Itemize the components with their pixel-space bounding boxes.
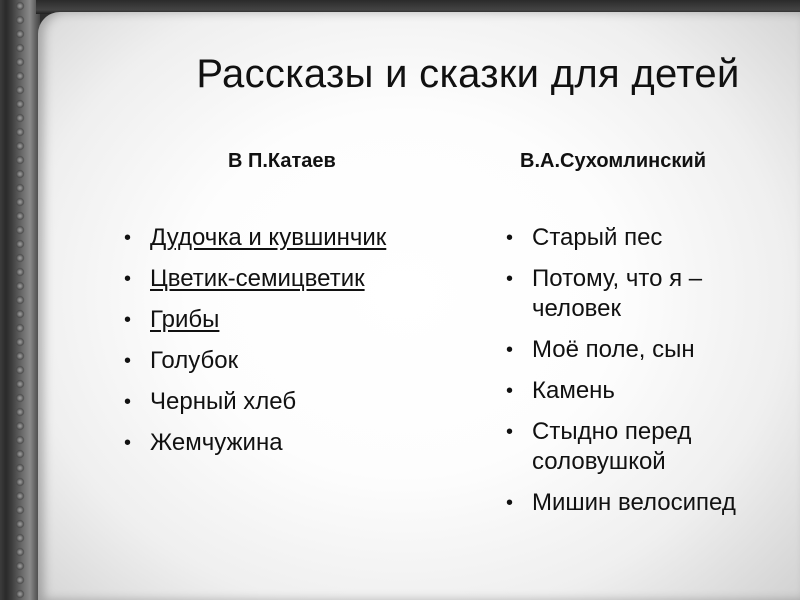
right-column-heading: В.А.Сухомлинский xyxy=(520,150,706,172)
list-item xyxy=(506,417,800,477)
bullet-icon: • xyxy=(506,339,514,361)
list-item xyxy=(506,223,800,253)
story-title: Моё поле, сын xyxy=(532,336,695,363)
list-item xyxy=(124,428,464,458)
list-item xyxy=(506,488,800,518)
bullet-icon: • xyxy=(506,227,514,249)
list-item[interactable] xyxy=(124,223,464,253)
bullet-icon: • xyxy=(124,350,132,372)
story-title-line1: Потому, что я – xyxy=(532,265,703,292)
list-item xyxy=(506,264,800,324)
story-link[interactable]: Дудочка и кувшинчик xyxy=(150,224,387,251)
story-title-line2: человек xyxy=(532,295,622,322)
bullet-icon: • xyxy=(506,380,514,402)
bullet-icon: • xyxy=(506,492,514,514)
story-title-line2: соловушкой xyxy=(532,448,666,475)
decorative-rivets xyxy=(14,0,26,600)
list-item[interactable] xyxy=(124,264,464,294)
story-link[interactable]: Грибы xyxy=(150,306,220,333)
story-title: Черный хлеб xyxy=(150,388,297,415)
story-link[interactable]: Цветик-семицветик xyxy=(150,265,365,292)
bullet-icon: • xyxy=(124,309,132,331)
story-title: Жемчужина xyxy=(150,429,283,456)
story-title: Мишин велосипед xyxy=(532,489,736,516)
story-title: Голубок xyxy=(150,347,239,374)
list-item xyxy=(124,387,464,417)
bullet-icon: • xyxy=(124,268,132,290)
bullet-icon: • xyxy=(506,268,514,290)
list-item xyxy=(506,376,800,406)
list-item[interactable] xyxy=(124,305,464,335)
slide-panel xyxy=(38,12,800,600)
bullet-icon: • xyxy=(124,391,132,413)
bullet-icon: • xyxy=(124,432,132,454)
left-story-list xyxy=(124,223,464,469)
story-title: Камень xyxy=(532,377,615,404)
list-item xyxy=(124,346,464,376)
bullet-icon: • xyxy=(124,227,132,249)
slide-title: Рассказы и сказки для детей xyxy=(196,52,740,96)
story-title: Старый пес xyxy=(532,224,663,251)
story-title-line1: Стыдно перед xyxy=(532,418,692,445)
right-story-list xyxy=(506,223,800,529)
left-column-heading: В П.Катаев xyxy=(228,150,336,172)
list-item xyxy=(506,335,800,365)
bullet-icon: • xyxy=(506,421,514,443)
